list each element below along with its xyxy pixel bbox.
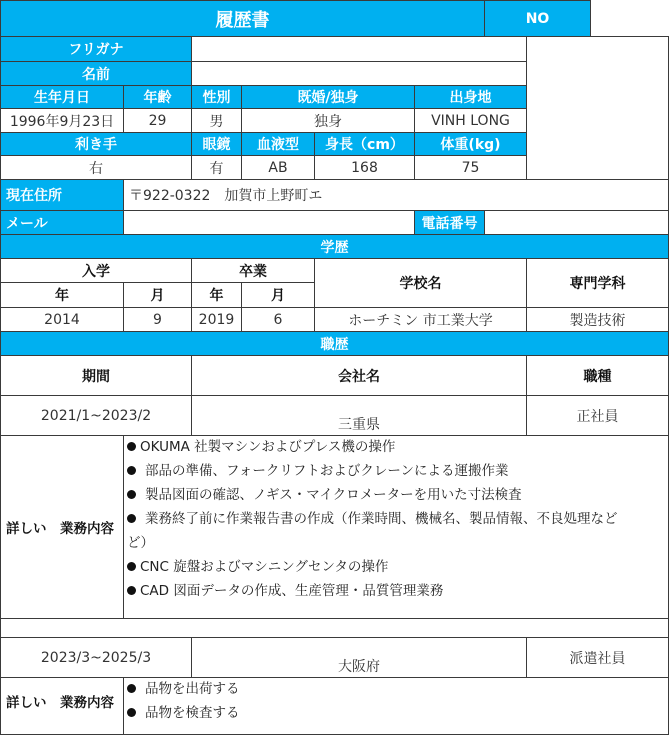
spacer-row bbox=[0, 618, 669, 638]
hand-label: 利き手 bbox=[0, 132, 192, 156]
enroll-year-label: 年 bbox=[0, 282, 124, 308]
glasses-label: 眼鏡 bbox=[191, 132, 242, 156]
no-label: NO bbox=[484, 0, 591, 37]
bullet-icon bbox=[127, 586, 136, 595]
phone-field[interactable] bbox=[484, 210, 669, 235]
height-value: 168 bbox=[314, 155, 415, 180]
marital-value: 独身 bbox=[241, 108, 415, 133]
origin-value: VINH LONG bbox=[414, 108, 527, 133]
enroll-month-value: 9 bbox=[123, 307, 192, 332]
marital-label: 既婚/独身 bbox=[241, 85, 415, 109]
age-value: 29 bbox=[123, 108, 192, 133]
job2-company: 大阪府 bbox=[191, 637, 527, 678]
company-label: 会社名 bbox=[191, 355, 527, 396]
bullet-icon bbox=[127, 490, 136, 499]
phone-label: 電話番号 bbox=[414, 210, 485, 235]
job1-position: 正社員 bbox=[526, 395, 669, 436]
grad-month-value: 6 bbox=[241, 307, 315, 332]
career-header: 職歴 bbox=[0, 331, 669, 356]
birth-value: 1996年9月23日 bbox=[0, 108, 124, 133]
grad-year-label: 年 bbox=[191, 282, 242, 308]
job1-company: 三重県 bbox=[191, 395, 527, 436]
gender-label: 性別 bbox=[191, 85, 242, 109]
photo-area bbox=[526, 36, 669, 187]
address-value: 〒922-0322 加賀市上野町エ bbox=[123, 179, 669, 211]
hand-value: 右 bbox=[0, 155, 192, 180]
height-label: 身長（cm） bbox=[314, 132, 415, 156]
education-header: 学歴 bbox=[0, 234, 669, 259]
list-item: 品物を検査する bbox=[127, 704, 240, 722]
origin-label: 出身地 bbox=[414, 85, 527, 109]
email-field[interactable] bbox=[123, 210, 415, 235]
weight-label: 体重(kg) bbox=[414, 132, 527, 156]
no-value-field[interactable] bbox=[591, 0, 669, 37]
furigana-field[interactable] bbox=[191, 36, 527, 62]
bullet-icon bbox=[127, 708, 136, 717]
grad-month-label: 月 bbox=[241, 282, 315, 308]
bullet-icon bbox=[127, 684, 136, 693]
major-value: 製造技術 bbox=[526, 307, 669, 332]
name-label: 名前 bbox=[0, 61, 192, 86]
blood-label: 血液型 bbox=[241, 132, 315, 156]
enroll-year-value: 2014 bbox=[0, 307, 124, 332]
resume-title: 履歴書 bbox=[0, 0, 485, 37]
job2-position: 派遣社員 bbox=[526, 637, 669, 678]
age-label: 年齢 bbox=[123, 85, 192, 109]
bullet-icon bbox=[127, 442, 136, 451]
enroll-month-label: 月 bbox=[123, 282, 192, 308]
major-label: 専門学科 bbox=[526, 258, 669, 308]
furigana-label: フリガナ bbox=[0, 36, 192, 62]
job1-details-list bbox=[123, 435, 669, 619]
graduate-label: 卒業 bbox=[191, 258, 315, 283]
list-item: CNC 旋盤およびマシニングセンタの操作 bbox=[127, 558, 388, 576]
name-field[interactable] bbox=[191, 61, 527, 86]
job2-period: 2023/3~2025/3 bbox=[0, 637, 192, 678]
address-label: 現在住所 bbox=[0, 179, 124, 211]
bullet-icon bbox=[127, 514, 136, 523]
glasses-value: 有 bbox=[191, 155, 242, 180]
enroll-label: 入学 bbox=[0, 258, 192, 283]
list-item: 部品の準備、フォークリフトおよびクレーンによる運搬作業 bbox=[127, 462, 509, 480]
email-label: メール bbox=[0, 210, 124, 235]
list-item-continued: ど） bbox=[127, 535, 154, 551]
school-value: ホーチミン 市工業大学 bbox=[314, 307, 527, 332]
list-item: 製品図面の確認、ノギス・マイクロメーターを用いた寸法検査 bbox=[127, 486, 522, 504]
blood-value: AB bbox=[241, 155, 315, 180]
job1-period: 2021/1~2023/2 bbox=[0, 395, 192, 436]
job2-details-label: 詳しい 業務内容 bbox=[0, 677, 124, 735]
list-item: OKUMA 社製マシンおよびプレス機の操作 bbox=[127, 438, 395, 456]
bullet-icon bbox=[127, 562, 136, 571]
bullet-icon bbox=[127, 466, 136, 475]
job1-details-label: 詳しい 業務内容 bbox=[0, 435, 124, 619]
gender-value: 男 bbox=[191, 108, 242, 133]
grad-year-value: 2019 bbox=[191, 307, 242, 332]
job2-details-list bbox=[123, 677, 669, 735]
weight-value: 75 bbox=[414, 155, 527, 180]
list-item: CAD 図面データの作成、生産管理・品質管理業務 bbox=[127, 582, 443, 600]
list-item: 業務終了前に作業報告書の作成（作業時間、機械名、製品情報、不良処理など bbox=[127, 510, 618, 528]
list-item: 品物を出荷する bbox=[127, 680, 240, 698]
school-label: 学校名 bbox=[314, 258, 527, 308]
birth-label: 生年月日 bbox=[0, 85, 124, 109]
position-label: 職種 bbox=[526, 355, 669, 396]
period-label: 期間 bbox=[0, 355, 192, 396]
